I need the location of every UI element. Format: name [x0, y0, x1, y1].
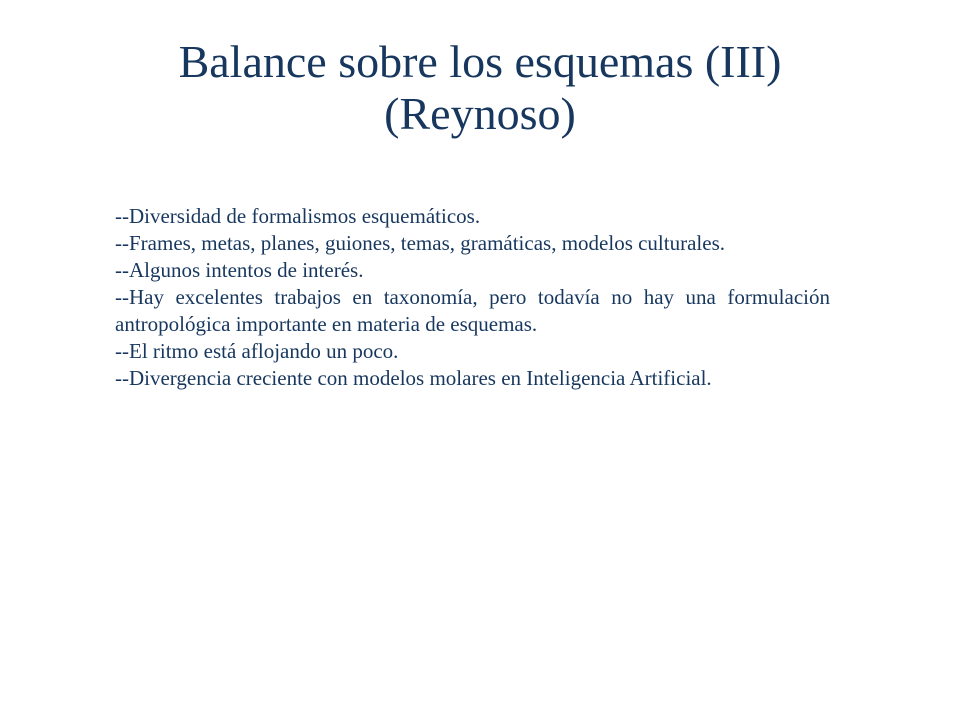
bullet-list	[115, 203, 830, 392]
bullet-item: --Algunos intentos de interés.	[115, 258, 364, 282]
slide-title-line-1: Balance sobre los esquemas (III)	[178, 36, 782, 87]
slide-title-line-2: (Reynoso)	[384, 88, 576, 139]
bullet-item: --El ritmo está aflojando un poco.	[115, 339, 399, 363]
bullet-item: --Diversidad de formalismos esquemáticos.	[115, 204, 481, 228]
bullet-item: --Frames, metas, planes, guiones, temas, gramáticas, modelos culturales.	[115, 231, 725, 255]
slide-title	[80, 36, 880, 140]
bullet-item: --Divergencia creciente con modelos molares en Inteligencia Artificial.	[115, 366, 712, 390]
bullet-item: --Hay excelentes trabajos en taxonomía, pero todavía no hay una formulación antropológica importante en materia de esquemas.	[115, 285, 830, 336]
